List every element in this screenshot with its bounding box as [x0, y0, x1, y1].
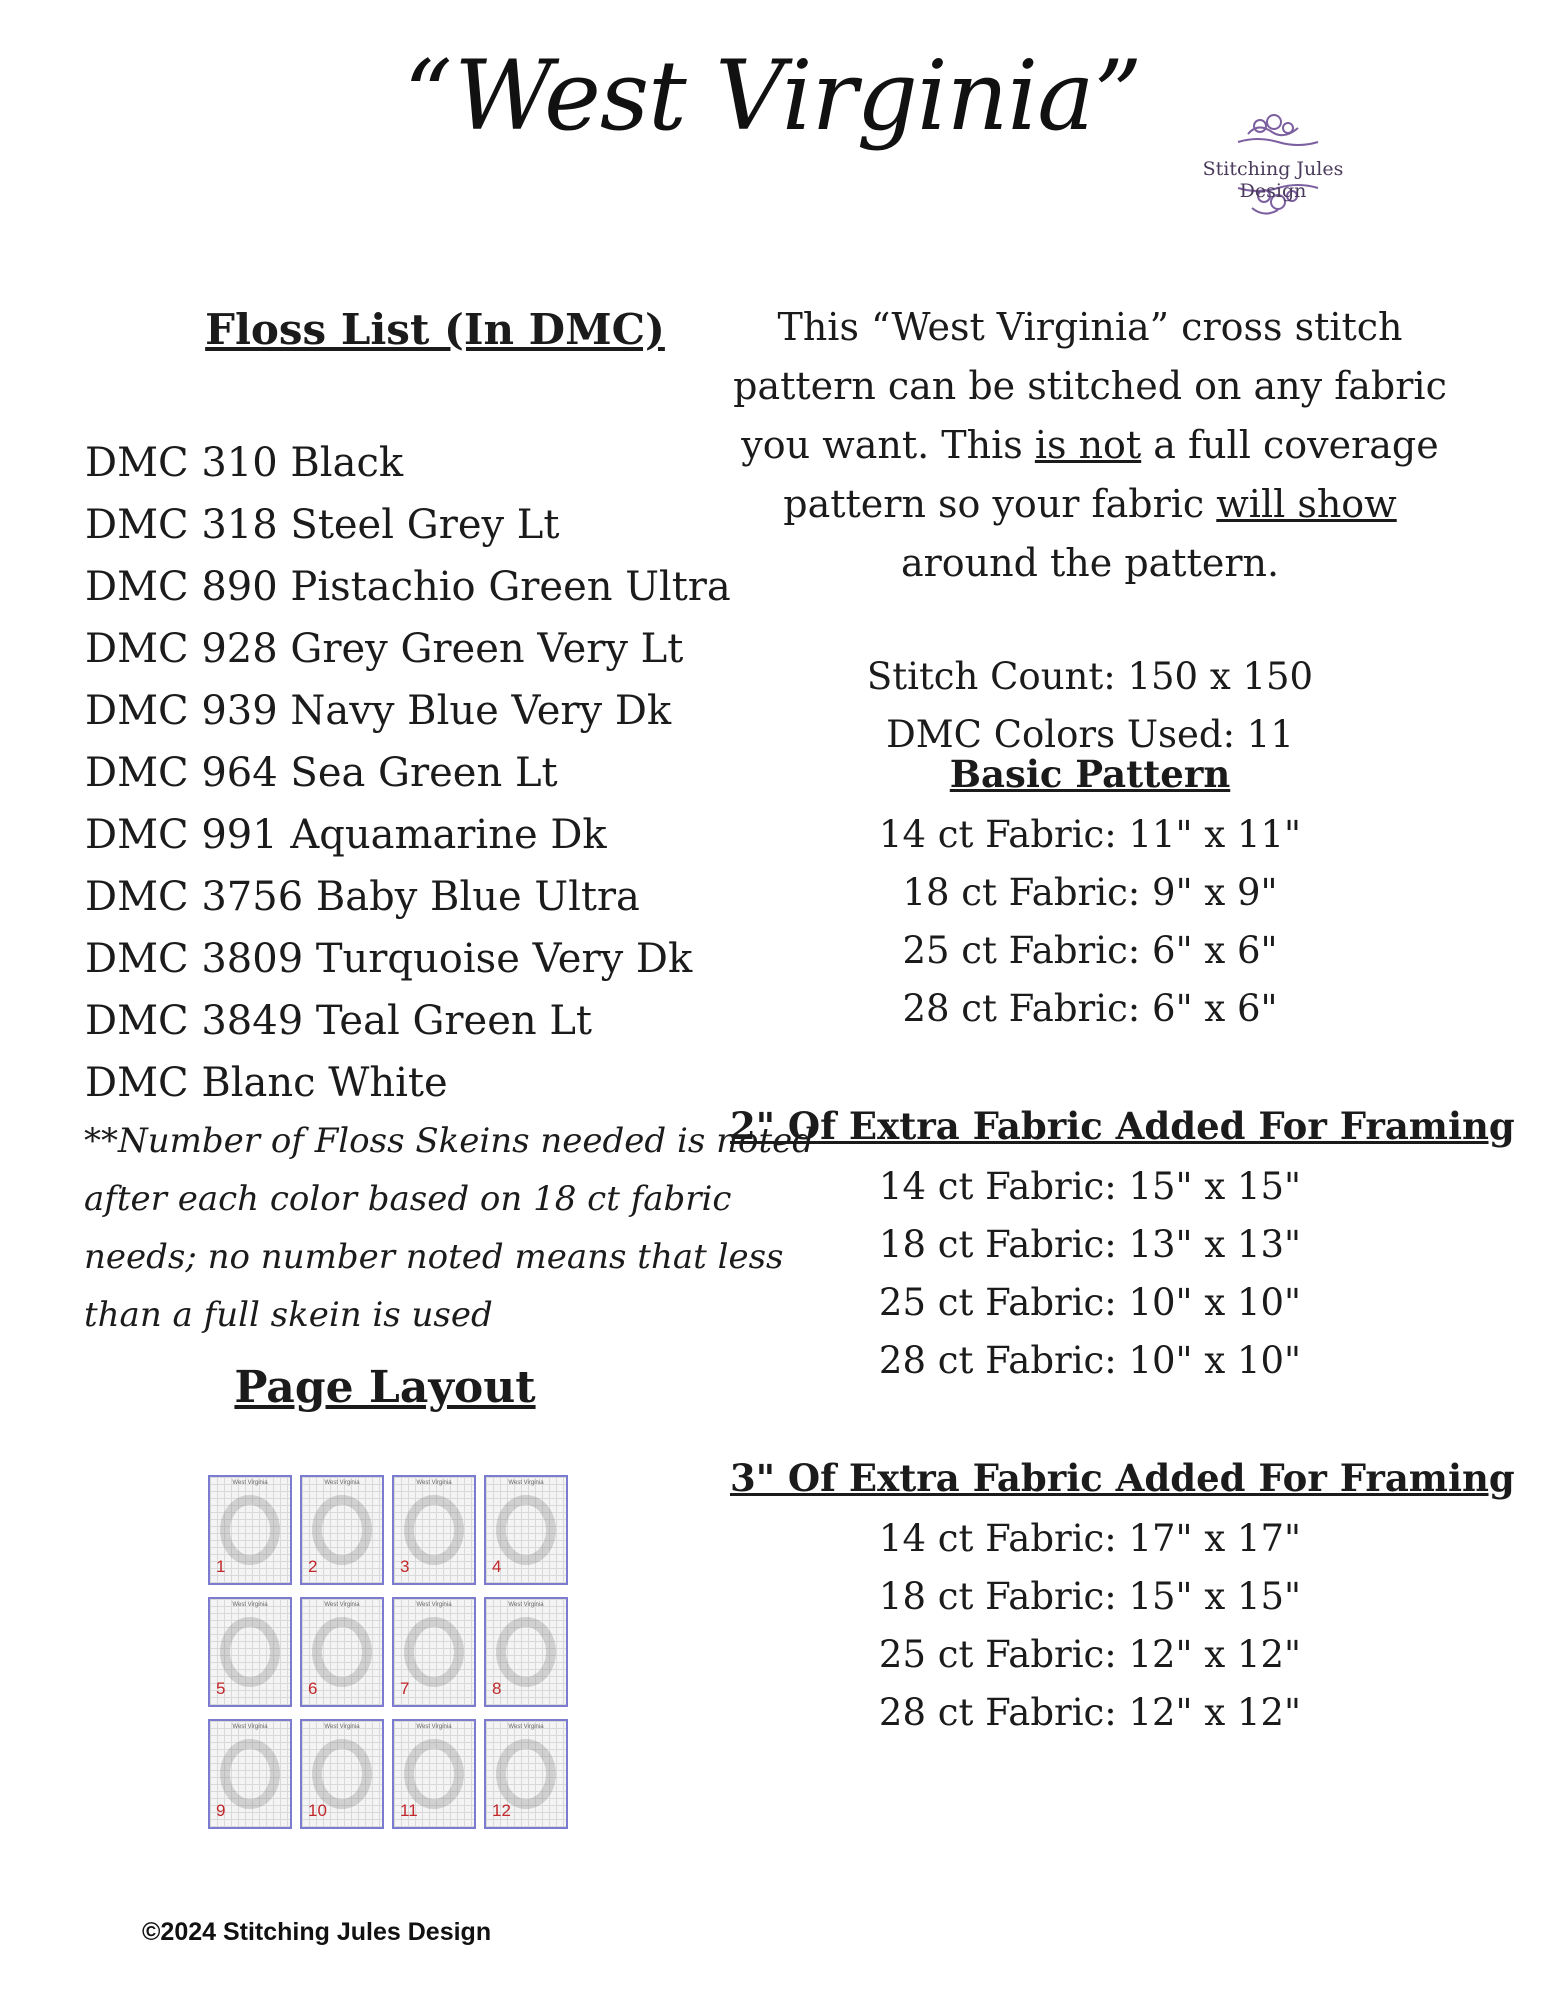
thumbnail-caption: West Virginia: [508, 1602, 544, 1608]
floss-item: DMC 3849 Teal Green Lt: [85, 998, 592, 1044]
pattern-preview: [496, 1495, 556, 1565]
page-thumbnail: [484, 1475, 568, 1585]
floss-item: DMC 928 Grey Green Very Lt: [85, 626, 684, 672]
floss-item: DMC 310 Black: [85, 440, 404, 486]
pattern-preview: [404, 1495, 464, 1565]
fabric-size-row: 28 ct Fabric: 12" x 12": [878, 1691, 1302, 1734]
pattern-preview: [312, 1495, 372, 1565]
page-thumbnail: [300, 1475, 384, 1585]
thumbnail-caption: West Virginia: [416, 1724, 452, 1730]
thumbnail-caption: West Virginia: [416, 1480, 452, 1486]
page-thumbnail: [392, 1719, 476, 1829]
floss-list: [85, 432, 731, 1114]
page-number: 4: [492, 1557, 502, 1576]
page-number: 8: [492, 1679, 502, 1698]
page-title: “West Virginia”: [403, 40, 1142, 152]
page-number: 3: [400, 1557, 410, 1576]
page-number: 1: [216, 1557, 226, 1576]
pattern-preview: [220, 1495, 280, 1565]
page-thumbnail: [484, 1719, 568, 1829]
fabric-size-row: 18 ct Fabric: 15" x 15": [878, 1575, 1302, 1618]
fabric-size-row: 25 ct Fabric: 10" x 10": [878, 1281, 1302, 1324]
fabric-size-row: 14 ct Fabric: 15" x 15": [878, 1165, 1302, 1208]
floss-skein-note: **Number of Floss Skeins needed is noted after each color based on 18 ct fabric needs; no number noted means that less than a full skein is used: [84, 1121, 815, 1335]
fabric-size-row: 28 ct Fabric: 6" x 6": [902, 987, 1278, 1030]
floss-item: DMC Blanc White: [85, 1060, 448, 1106]
pattern-preview: [220, 1617, 280, 1687]
floss-item: DMC 890 Pistachio Green Ultra: [85, 564, 731, 610]
thumbnail-caption: West Virginia: [508, 1480, 544, 1486]
page-number: 2: [308, 1557, 318, 1576]
fabric-size-row: 18 ct Fabric: 13" x 13": [878, 1223, 1302, 1266]
page-thumbnail: [208, 1597, 292, 1707]
colors-used: DMC Colors Used: 11: [886, 713, 1294, 756]
thumbnail-caption: West Virginia: [324, 1480, 360, 1486]
fabric-size-row: 25 ct Fabric: 12" x 12": [878, 1633, 1302, 1676]
logo-text: Stitching Jules Design: [1202, 158, 1344, 202]
stitch-count: Stitch Count: 150 x 150: [866, 655, 1314, 698]
thumbnail-caption: West Virginia: [324, 1602, 360, 1608]
page-thumbnail: [484, 1597, 568, 1707]
pattern-preview: [404, 1739, 464, 1809]
page-number: 10: [308, 1801, 327, 1820]
thumbnail-caption: West Virginia: [232, 1602, 268, 1608]
floss-item: DMC 964 Sea Green Lt: [85, 750, 558, 796]
page-number: 6: [308, 1679, 318, 1698]
pattern-preview: [496, 1617, 556, 1687]
pattern-preview: [312, 1617, 372, 1687]
floss-item: DMC 939 Navy Blue Very Dk: [85, 688, 672, 734]
fabric-size-row: 18 ct Fabric: 9" x 9": [902, 871, 1278, 914]
fabric-size-row: 28 ct Fabric: 10" x 10": [878, 1339, 1302, 1382]
extra-3in-heading: 3" Of Extra Fabric Added For Framing: [730, 1456, 1515, 1500]
copyright-footer: ©2024 Stitching Jules Design: [142, 1918, 492, 1946]
description-text: around the pattern.: [900, 541, 1280, 585]
floss-item: DMC 3756 Baby Blue Ultra: [85, 874, 640, 920]
pattern-description: [730, 298, 1450, 593]
page-number: 5: [216, 1679, 226, 1698]
description-text: This “West Virginia” cross stitch pattern can be stitched on any fabric you want. This: [733, 305, 1447, 467]
page-number: 11: [400, 1801, 418, 1820]
floss-item: DMC 3809 Turquoise Very Dk: [85, 936, 693, 982]
description-text: a full coverage pattern so your fabric: [783, 423, 1439, 526]
page-layout-heading: Page Layout: [234, 1362, 536, 1413]
floss-item: DMC 991 Aquamarine Dk: [85, 812, 607, 858]
fabric-size-row: 25 ct Fabric: 6" x 6": [902, 929, 1278, 972]
thumbnail-caption: West Virginia: [416, 1602, 452, 1608]
basic-pattern-heading: Basic Pattern: [949, 752, 1231, 796]
fabric-size-row: 14 ct Fabric: 11" x 11": [878, 813, 1302, 856]
fabric-size-row: 14 ct Fabric: 17" x 17": [878, 1517, 1302, 1560]
page-thumbnail: [208, 1719, 292, 1829]
page-number: 7: [400, 1679, 410, 1698]
pattern-preview: [220, 1739, 280, 1809]
thumbnail-caption: West Virginia: [324, 1724, 360, 1730]
brand-logo: [1168, 112, 1378, 232]
page-thumbnail: [392, 1475, 476, 1585]
thumbnail-caption: West Virginia: [508, 1724, 544, 1730]
page-thumbnail: [300, 1597, 384, 1707]
floss-list-heading: Floss List (In DMC): [205, 305, 665, 354]
extra-2in-heading: 2" Of Extra Fabric Added For Framing: [730, 1104, 1515, 1148]
floss-item: DMC 318 Steel Grey Lt: [85, 502, 560, 548]
page-number: 9: [216, 1801, 226, 1820]
page-layout-grid: [208, 1475, 570, 1830]
page-number: 12: [492, 1801, 511, 1820]
pattern-preview: [312, 1739, 372, 1809]
thumbnail-caption: West Virginia: [232, 1480, 268, 1486]
description-emphasis: is not: [1034, 423, 1142, 467]
description-emphasis: will show: [1216, 482, 1397, 526]
pattern-preview: [496, 1739, 556, 1809]
page-thumbnail: [300, 1719, 384, 1829]
thumbnail-caption: West Virginia: [232, 1724, 268, 1730]
pattern-preview: [404, 1617, 464, 1687]
page-thumbnail: [208, 1475, 292, 1585]
page-thumbnail: [392, 1597, 476, 1707]
